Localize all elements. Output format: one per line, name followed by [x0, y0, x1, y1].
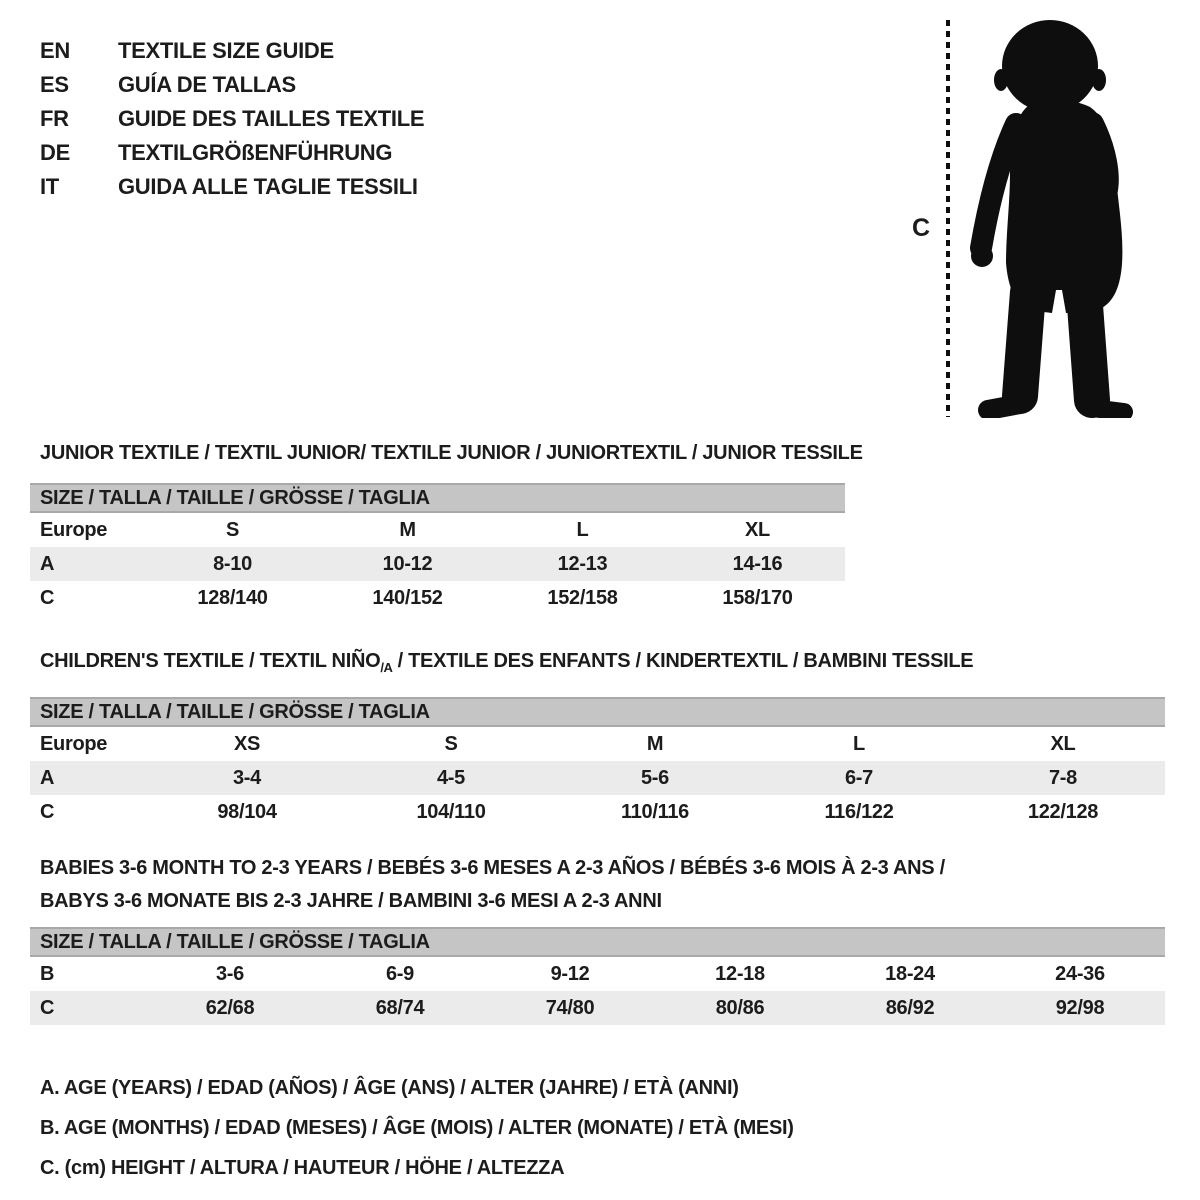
size-table-children — [30, 697, 1165, 829]
language-list — [40, 34, 424, 204]
cell-value: 5-6 — [640, 766, 669, 789]
title-segment: / TEXTILE DES ENFANTS / KINDERTEXTIL / BAMBINI TESSILE — [392, 650, 974, 672]
cell-value: 122/128 — [1027, 800, 1099, 823]
cell-value: 14-16 — [732, 552, 783, 575]
legend — [40, 1068, 794, 1188]
language-row — [40, 170, 424, 204]
cell-value: 8-10 — [213, 552, 252, 575]
cell-value: 9-12 — [550, 962, 590, 985]
title-segment: BABIES 3-6 MONTH TO 2-3 YEARS / BEBÉS 3-6 MESES A 2-3 AÑOS / BÉBÉS 3-6 MOIS À 2-3 ANS / — [40, 857, 945, 879]
table-row — [30, 513, 845, 547]
cell-value: 104/110 — [416, 800, 486, 823]
language-code: ES — [40, 72, 69, 97]
row-label: C — [40, 996, 55, 1019]
cell-value: 12-13 — [557, 552, 608, 575]
cell-value: 92/98 — [1055, 996, 1105, 1019]
height-measure-dashed-line — [946, 20, 950, 417]
cell-value: 80/86 — [715, 996, 765, 1019]
cell-value: 158/170 — [722, 586, 793, 609]
language-code: FR — [40, 106, 69, 131]
row-label: Europe — [40, 518, 108, 541]
cell-value: S — [225, 518, 240, 541]
cell-value: M — [399, 518, 416, 541]
cell-value: 12-18 — [715, 962, 765, 985]
legend-line: A. AGE (YEARS) / EDAD (AÑOS) / ÂGE (ANS) / ALTER (JAHRE) / ETÀ (ANNI) — [40, 1076, 739, 1099]
language-code: DE — [40, 140, 70, 165]
table-row — [30, 727, 1165, 761]
cell-value: 98/104 — [217, 800, 277, 823]
size-table-babies — [30, 927, 1165, 1025]
cell-value: 140/152 — [372, 586, 443, 609]
cell-value: 18-24 — [885, 962, 935, 985]
row-label: B — [40, 962, 55, 985]
cell-value: 152/158 — [547, 586, 618, 609]
cell-value: 24-36 — [1055, 962, 1105, 985]
cell-value: XS — [233, 732, 261, 755]
title-segment: BABYS 3-6 MONATE BIS 2-3 JAHRE / BAMBINI 3-6 MESI A 2-3 ANNI — [40, 890, 662, 912]
cell-value: XL — [1050, 732, 1076, 755]
size-table-header: SIZE / TALLA / TAILLE / GRÖSSE / TAGLIA — [30, 697, 1165, 727]
cell-value: 68/74 — [375, 996, 425, 1019]
title-segment: CHILDREN'S TEXTILE / TEXTIL NIÑO — [40, 650, 381, 672]
cell-value: 3-4 — [232, 766, 261, 789]
language-row — [40, 34, 424, 68]
language-row — [40, 102, 424, 136]
cell-value: 6-7 — [844, 766, 873, 789]
row-label: C — [40, 800, 55, 823]
cell-value: 4-5 — [436, 766, 465, 789]
section-title-junior — [30, 437, 863, 470]
toddler-silhouette-image — [968, 18, 1143, 418]
cell-value: S — [444, 732, 458, 755]
title-segment: /A — [380, 660, 393, 675]
height-measure-label: C — [912, 214, 930, 242]
section-babies-textile — [30, 852, 1165, 1025]
language-label: TEXTILGRÖßENFÜHRUNG — [118, 140, 393, 165]
section-title-babies — [30, 852, 1165, 918]
cell-value: XL — [745, 518, 770, 541]
size-table-header: SIZE / TALLA / TAILLE / GRÖSSE / TAGLIA — [30, 483, 845, 513]
table-row — [30, 795, 1165, 829]
language-label: TEXTILE SIZE GUIDE — [118, 38, 334, 63]
language-code: IT — [40, 174, 59, 199]
cell-value: 3-6 — [215, 962, 244, 985]
cell-value: 7-8 — [1048, 766, 1077, 789]
legend-line: B. AGE (MONTHS) / EDAD (MESES) / ÂGE (MOIS) / ALTER (MONATE) / ETÀ (MESI) — [40, 1116, 794, 1139]
language-row — [40, 68, 424, 102]
table-row — [30, 957, 1165, 991]
size-table-header: SIZE / TALLA / TAILLE / GRÖSSE / TAGLIA — [30, 927, 1165, 957]
cell-value: L — [853, 732, 865, 755]
section-title-children — [30, 645, 1165, 684]
cell-value: 10-12 — [382, 552, 433, 575]
cell-value: 110/116 — [621, 800, 689, 823]
cell-value: 116/122 — [824, 800, 894, 823]
title-segment: JUNIOR TEXTILE / TEXTIL JUNIOR/ TEXTILE JUNIOR / JUNIORTEXTIL / JUNIOR TESSILE — [40, 442, 863, 464]
cell-value: 128/140 — [197, 586, 268, 609]
language-label: GUIDA ALLE TAGLIE TESSILI — [118, 174, 418, 199]
cell-value: 62/68 — [205, 996, 255, 1019]
language-label: GUÍA DE TALLAS — [118, 72, 296, 97]
size-table-junior — [30, 483, 845, 615]
table-row — [30, 991, 1165, 1025]
row-label: C — [40, 586, 55, 609]
language-row — [40, 136, 424, 170]
cell-value: 86/92 — [885, 996, 935, 1019]
table-row — [30, 547, 845, 581]
legend-line: C. (cm) HEIGHT / ALTURA / HAUTEUR / HÖHE / ALTEZZA — [40, 1156, 565, 1179]
section-junior-textile — [30, 437, 863, 615]
cell-value: 6-9 — [385, 962, 414, 985]
language-code: EN — [40, 38, 70, 63]
row-label: Europe — [40, 732, 108, 755]
table-row — [30, 761, 1165, 795]
row-label: A — [40, 766, 55, 789]
section-childrens-textile — [30, 645, 1165, 829]
cell-value: 74/80 — [545, 996, 595, 1019]
language-label: GUIDE DES TAILLES TEXTILE — [118, 106, 425, 131]
row-label: A — [40, 552, 55, 575]
cell-value: L — [576, 518, 589, 541]
cell-value: M — [646, 732, 664, 755]
table-row — [30, 581, 845, 615]
